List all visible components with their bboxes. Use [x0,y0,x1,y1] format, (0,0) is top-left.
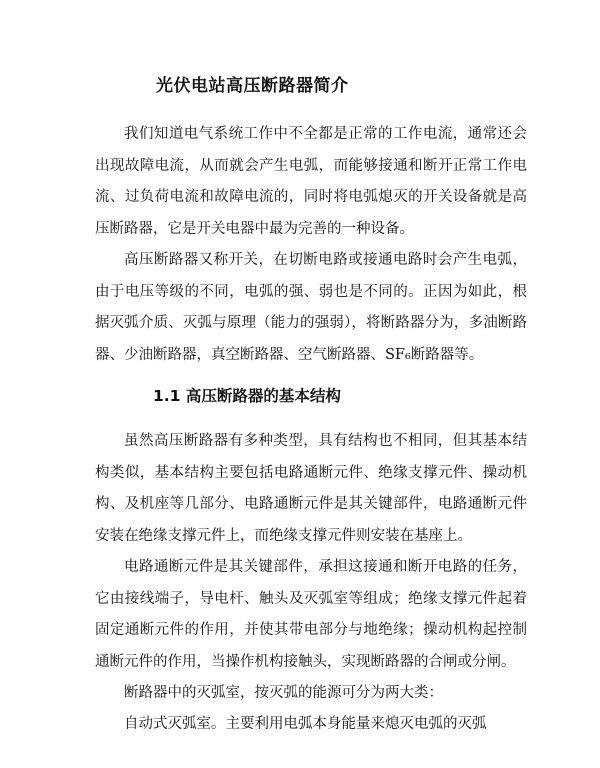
section-paragraph: 断路器中的灭弧室，按灭弧的能源可分为两大类： [124,685,443,701]
page-title: 光伏电站高压断路器简介 [156,76,349,96]
section-paragraph: 电路通断元件是其关键部件，承担这接通和断开电路的任务，它由接线端子，导电杆、触头及灭弧室等组成；绝缘支撑元件起着固定通断元件的作用，并使其带电部分与地绝缘；操动机构起控制通断元件的作用，当操作机构接触头，实现断路器的合闸或分闸。 [95,559,527,670]
section-heading: 1.1 高压断路器的基本结构 [153,387,341,405]
section-paragraph: 自动式灭弧室。主要利用电弧本身能量来熄灭电弧的灭弧 [124,716,487,732]
intro-paragraph: 高压断路器又称开关，在切断电路或接通电路时会产生电弧，由于电压等级的不同，电弧的强、弱也是不同的。正因为如此，根据灭弧介质、灭弧与原理（能力的强弱），将断路器分为，多油断路器、少油断路器，真空断路器、空气断路器、SF₆断路器等。 [95,252,527,363]
intro-paragraph: 我们知道电气系统工作中不全都是正常的工作电流，通常还会出现故障电流，从而就会产生电弧，而能够接通和断开正常工作电流、过负荷电流和故障电流的，同时将电弧熄灭的开关设备就是高压断路器，它是开关电器中最为完善的一种设备。 [95,126,527,237]
section-paragraph: 虽然高压断路器有多种类型，具有结构也不相同，但其基本结构类似，基本结构主要包括电路通断元件、绝缘支撑元件、操动机构、及机座等几部分、电路通断元件是其关键部件，电路通断元件安装在绝缘支撑元件上，而绝缘支撑元件则安装在基座上。 [95,433,527,544]
